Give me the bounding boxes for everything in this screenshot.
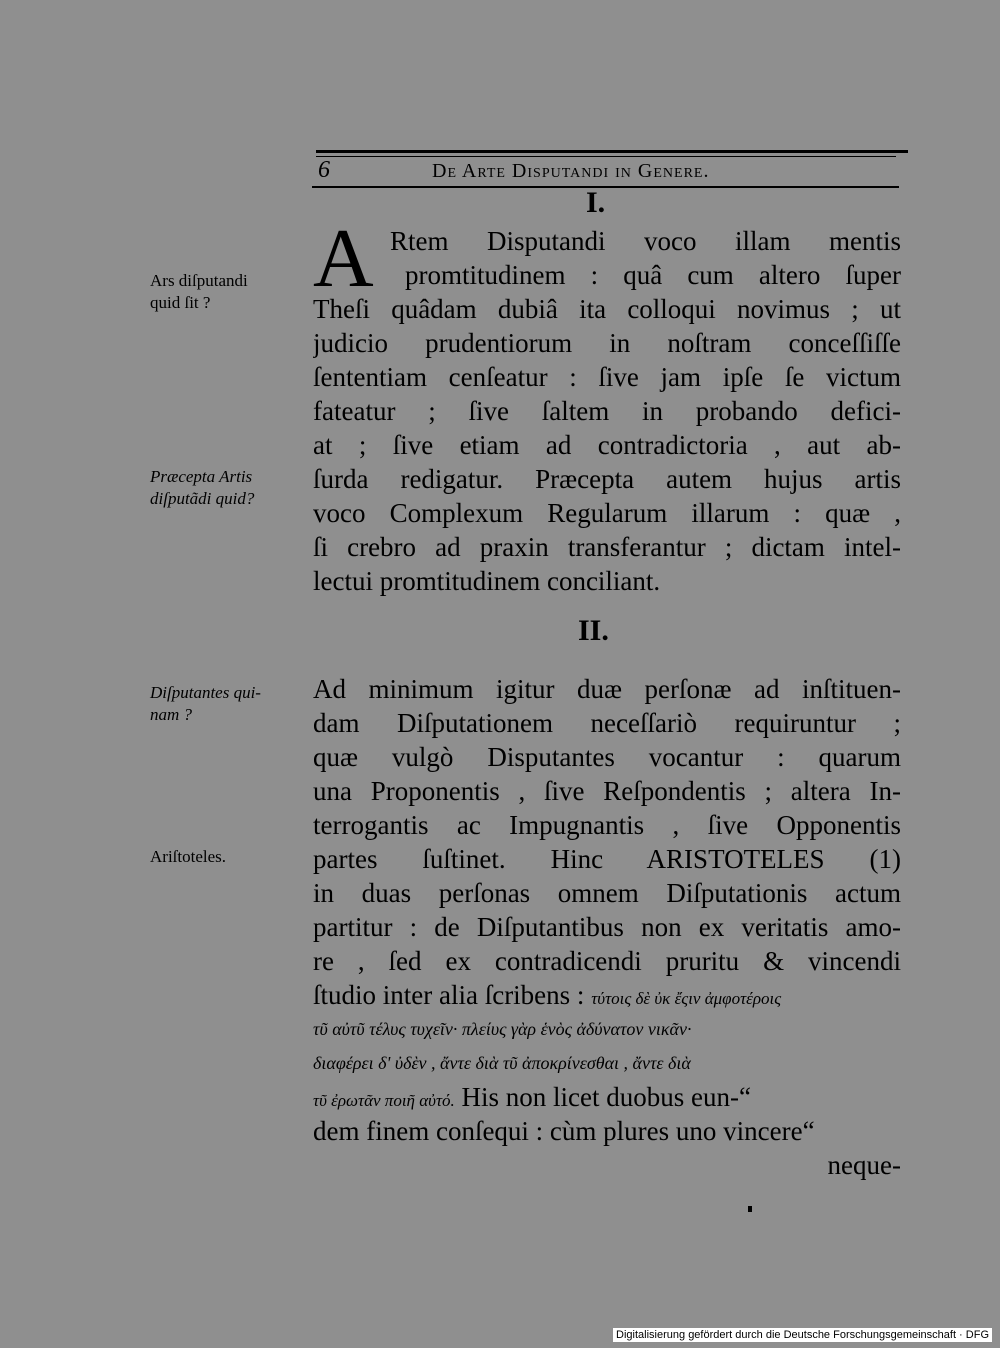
text-line: voco Complexum Regularum illarum : quæ , bbox=[313, 498, 901, 528]
header-rule-top bbox=[316, 150, 908, 153]
section-2-text bbox=[313, 672, 901, 1182]
digitization-credit: Digitalisierung gefördert durch die Deutsche Forschungsgemeinschaft · DFG bbox=[613, 1328, 992, 1342]
text-line: Ad minimum igitur duæ perſonæ ad inſtituen- bbox=[313, 674, 901, 704]
running-head: De Arte Disputandi in Genere. bbox=[432, 160, 710, 182]
text-line: judicio prudentiorum in noſtram conceſſiſſe bbox=[313, 328, 901, 358]
section-numeral-2: II. bbox=[578, 614, 609, 647]
margin-note-line: Diſputantes qui- bbox=[150, 683, 261, 702]
catchword: neque- bbox=[827, 1150, 901, 1180]
header-rule-bottom bbox=[312, 186, 899, 188]
text-line: terrogantis ac Impugnantis , ſive Opponentis bbox=[313, 810, 901, 840]
greek-quote-line: τῦ αὐτῦ τέλυς τυχεῖν· πλείυς γὰρ ἑνὸς ἀδύνατον νικᾶν· bbox=[313, 1019, 692, 1039]
drop-cap: A bbox=[313, 212, 374, 305]
ink-speck bbox=[748, 1206, 752, 1212]
text-line: dem finem conſequi : cùm plures uno vincere“ bbox=[313, 1116, 815, 1146]
latin-text: ſtudio inter alia ſcribens : bbox=[313, 980, 585, 1010]
text-line: quæ vulgò Disputantes vocantur : quarum bbox=[313, 742, 901, 772]
text-line: ſi crebro ad praxin transferantur ; dictam intel- bbox=[313, 532, 901, 562]
margin-note-line: diſputãdi quid? bbox=[150, 489, 255, 508]
page-number: 6 bbox=[318, 157, 330, 183]
margin-note-line: nam ? bbox=[150, 705, 193, 724]
text-line-with-greek bbox=[313, 1080, 901, 1114]
text-line: ſententiam cenſeatur : ſive jam ipſe ſe victum bbox=[313, 362, 901, 392]
text-line: at ; ſive etiam ad contradictoria , aut ab- bbox=[313, 430, 901, 460]
text-line: promtitudinem : quâ cum altero ſuper bbox=[405, 260, 901, 290]
header-rule-top-thin bbox=[316, 156, 896, 157]
greek-quote-line: διαφέρει δ' ὐδὲν , ἄντε διὰ τῦ ἀποκρίνεσθαι , ἄντε διὰ bbox=[313, 1053, 691, 1073]
margin-note-ars-disputandi bbox=[150, 270, 310, 314]
greek-quote: τῦ ἐρωτᾶν ποιῆ αὐτό. bbox=[313, 1091, 455, 1110]
margin-note-line: quid ſit ? bbox=[150, 293, 211, 312]
section-numeral-1: I. bbox=[586, 186, 606, 219]
text-line: dam Diſputationem neceſſariò requiruntur ; bbox=[313, 708, 901, 738]
text-line: re , ſed ex contradicendi pruritu & vincendi bbox=[313, 946, 901, 976]
text-line: una Proponentis , ſive Reſpondentis ; altera In- bbox=[313, 776, 901, 806]
margin-note-aristoteles: Ariſtoteles. bbox=[150, 847, 227, 866]
latin-text: His non licet duobus eun-“ bbox=[461, 1082, 751, 1112]
margin-note-line: Præcepta Artis bbox=[150, 467, 253, 486]
text-line: fateatur ; ſive ſaltem in probando defici- bbox=[313, 396, 901, 426]
text-line: partes ſuſtinet. Hinc ARISTOTELES (1) bbox=[313, 844, 901, 874]
text-line: Rtem Disputandi voco illam mentis bbox=[390, 226, 901, 256]
text-line: lectui promtitudinem conciliant. bbox=[313, 566, 661, 596]
margin-note-line: Ars diſputandi bbox=[150, 271, 248, 290]
text-line-with-greek bbox=[313, 978, 901, 1012]
margin-note-disputantes bbox=[150, 682, 310, 726]
text-line: Theſi quâdam dubiâ ita colloqui novimus ; ut bbox=[313, 294, 901, 324]
text-line: partitur : de Diſputantibus non ex veritatis amo- bbox=[313, 912, 901, 942]
greek-quote: τύτοις δὲ ὐκ ἔςιν ἀμφοτέροις bbox=[591, 989, 782, 1008]
margin-note-praecepta bbox=[150, 466, 310, 510]
section-1-text bbox=[313, 212, 901, 598]
text-line: in duas perſonas omnem Diſputationis actum bbox=[313, 878, 901, 908]
text-line: ſurda redigatur. Præcepta autem hujus artis bbox=[313, 464, 901, 494]
